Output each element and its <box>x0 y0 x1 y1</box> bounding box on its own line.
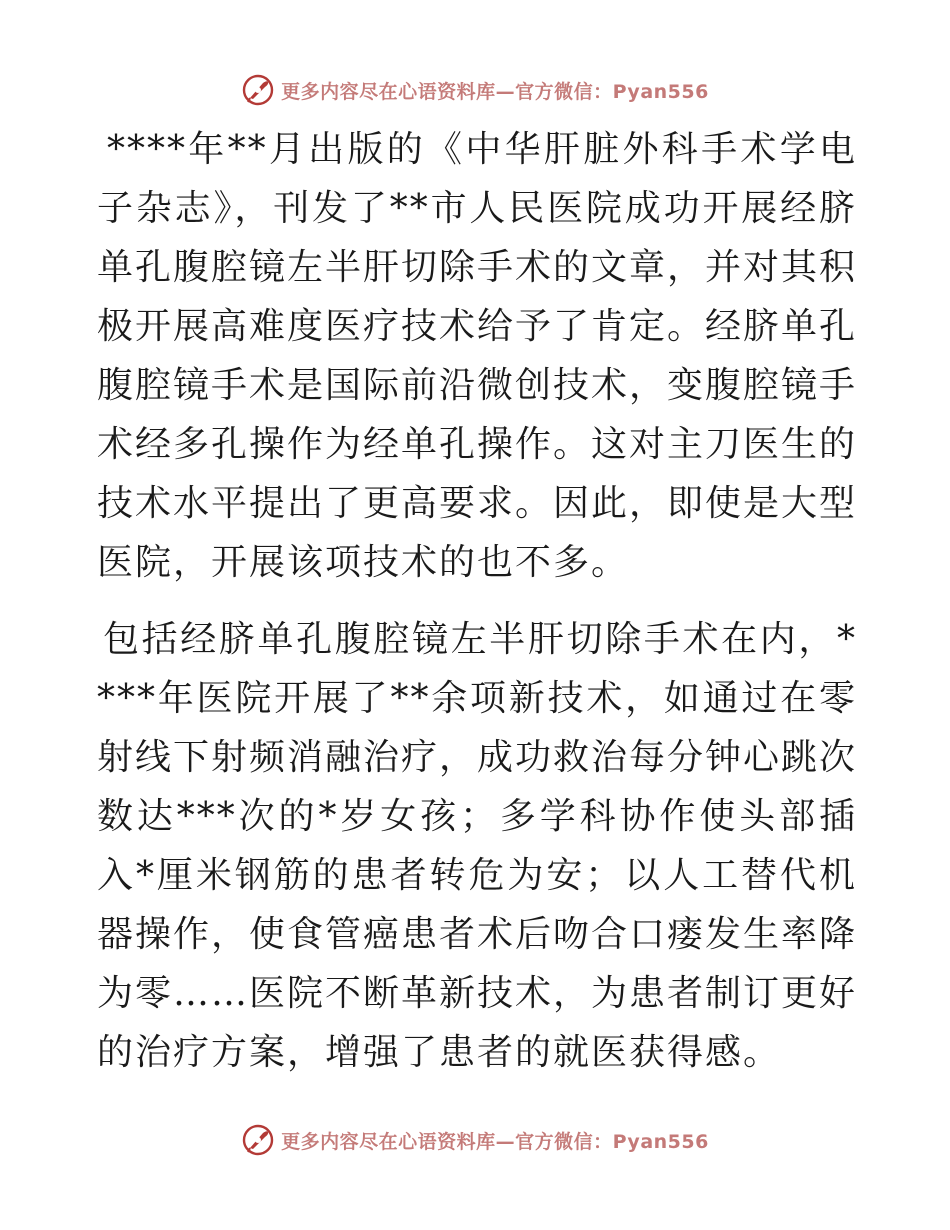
paragraph-1: ****年**月出版的《中华肝脏外科手术学电子杂志》，刊发了**市人民医院成功开展经脐单孔腹腔镜左半肝切除手术的文章，并对其积极开展高难度医疗技术给予了肯定。经脐单孔腹腔镜手术是国际前沿微创技术，变腹腔镜手术经多孔操作为经单孔操作。这对主刀医生的技术水平提出了更高要求。因此，即使是大型医院，开展该项技术的也不多。 <box>97 129 858 583</box>
quill-pen-circle-icon <box>241 1123 275 1157</box>
watermark-text: 更多内容尽在心语资料库—官方微信：Pyan556 <box>281 80 709 103</box>
quill-pen-circle-icon <box>241 73 275 107</box>
document-body <box>97 120 857 1082</box>
paragraph-2: 包括经脐单孔腹腔镜左半肝切除手术在内，****年医院开展了**余项新技术，如通过在零射线下射频消融治疗，成功救治每分钟心跳次数达***次的*岁女孩；多学科协作使头部插入*厘米钢筋的患者转危为安；以人工替代机器操作，使食管癌患者术后吻合口瘘发生率降为零……医院不断革新技术，为患者制订更好的治疗方案，增强了患者的就医获得感。 <box>97 619 858 1073</box>
header-watermark <box>0 70 950 110</box>
footer-watermark <box>0 1120 950 1160</box>
watermark-text: 更多内容尽在心语资料库—官方微信：Pyan556 <box>281 1130 709 1153</box>
